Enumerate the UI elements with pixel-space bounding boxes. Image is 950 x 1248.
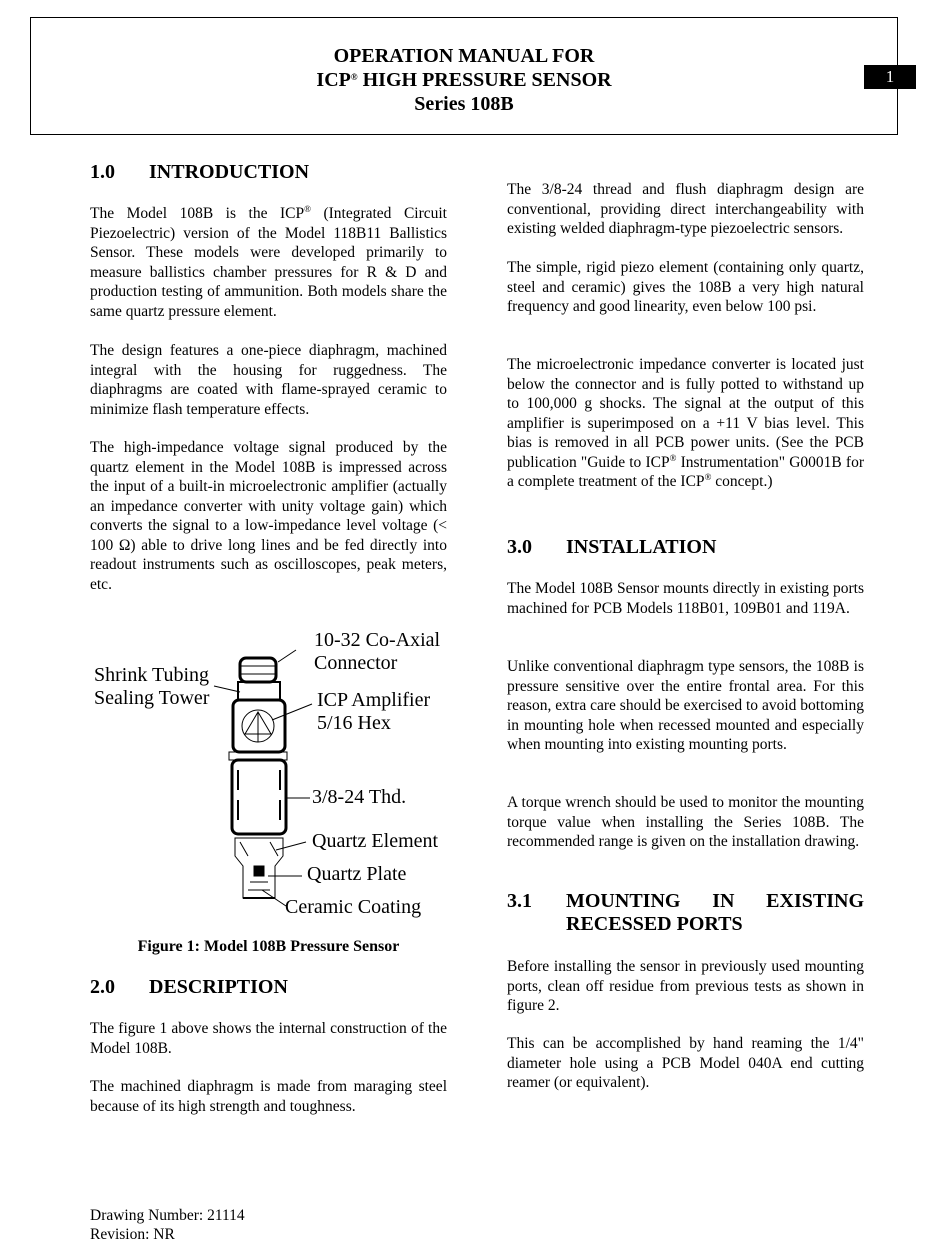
heading-description xyxy=(90,976,288,999)
section-title: MOUNTING IN EXISTING xyxy=(566,890,864,912)
drawing-number: Drawing Number: 21114 xyxy=(90,1207,245,1224)
title-line-3: Series 108B xyxy=(414,93,514,115)
heading-line-2: RECESSED PORTS xyxy=(566,913,743,935)
section-number: 2.0 xyxy=(90,976,115,998)
section-title: DESCRIPTION xyxy=(149,976,288,998)
figure-caption: Figure 1: Model 108B Pressure Sensor xyxy=(137,938,400,955)
label-quartz-plate: Quartz Plate xyxy=(307,863,407,885)
section-number: 1.0 xyxy=(90,161,115,183)
installation-paragraph-2: Unlike conventional diaphragm type sensors, the 108B is pressure sensitive over the entire frontal area. For this reason, extra care should be exercised to avoid bottoming in mounting hole when recessed mounted and especially when mounting into existing mounting ports. xyxy=(507,658,864,753)
heading-introduction xyxy=(90,161,309,184)
section-number: 3.0 xyxy=(507,536,532,558)
label-connector-1: 10-32 Co-Axial xyxy=(314,629,441,651)
revision: Revision: NR xyxy=(90,1226,175,1243)
label-connector-2: Connector xyxy=(314,652,398,674)
registered-mark: ® xyxy=(350,72,358,82)
intro-paragraph-3: The high-impedance voltage signal produced by the quartz element in the Model 108B is impressed across the input of a built-in microelectronic amplifier (actually an impedance converter with unity voltage gain) which converts the signal to a low-impedance level voltage (< 100 Ω) able to drive long lines and be fed directly into readout instruments such as oscilloscopes, peak meters, etc. xyxy=(90,439,447,593)
label-ceramic-coating: Ceramic Coating xyxy=(285,896,422,918)
title-icp: ICP xyxy=(316,69,351,91)
section-number: 3.1 xyxy=(507,890,532,912)
installation-paragraph-3: A torque wrench should be used to monitor the mounting torque value when installing the Series 108B. The recommended range is given on the installation drawing. xyxy=(507,794,864,850)
description-paragraph-1: The figure 1 above shows the internal construction of the Model 108B. xyxy=(90,1020,447,1057)
title-box xyxy=(30,17,898,135)
intro-paragraph-2: The design features a one-piece diaphragm, machined integral with the housing for ruggedness. The diaphragms are coated with flame-sprayed ceramic to minimize flash temperature effects. xyxy=(90,342,447,418)
label-quartz-element: Quartz Element xyxy=(312,830,439,852)
registered-mark: ® xyxy=(304,204,311,214)
mounting-paragraph-1: Before installing the sensor in previously used mounting ports, clean off residue from previous tests as shown in figure 2. xyxy=(507,958,864,1014)
text-run: The Model 108B is the ICP xyxy=(90,205,305,222)
section-title: INSTALLATION xyxy=(566,536,717,558)
intro-paragraph-1 xyxy=(90,204,447,321)
mounting-paragraph-2: This can be accomplished by hand reaming the 1/4" diameter hole using a PCB Model 040A end cutting reamer (or equivalent). xyxy=(507,1035,864,1091)
heading-line-1 xyxy=(507,890,864,913)
registered-mark: ® xyxy=(669,452,677,463)
right-paragraph-1: The 3/8-24 thread and flush diaphragm design are conventional, providing direct interchangeability with existing welded diaphragm-type piezoelectric sensors. xyxy=(507,181,864,237)
label-shrink-1: Shrink Tubing xyxy=(94,664,210,686)
label-amplifier-1: ICP Amplifier xyxy=(317,689,431,711)
text-run: concept.) xyxy=(711,473,773,490)
title-line-1: OPERATION MANUAL FOR xyxy=(333,45,595,67)
label-thread: 3/8-24 Thd. xyxy=(312,786,407,808)
text-run: The microelectronic impedance converter is located just below the connector and is fully potted to withstand up to 100,000 g shocks. The signal at the output of this amplifier is superimposed on a +11 V bias level. This bias is removed in all PCB power units. (See the PCB publication "Guide to ICP xyxy=(507,356,864,471)
registered-mark: ® xyxy=(704,472,712,482)
installation-paragraph-1: The Model 108B Sensor mounts directly in existing ports machined for PCB Models 118B01, 109B01 and 119A. xyxy=(507,580,864,617)
heading-installation xyxy=(507,536,716,559)
page-number: 1 xyxy=(864,65,916,89)
title-sensor: HIGH PRESSURE SENSOR xyxy=(357,69,612,91)
label-shrink-2: Sealing Tower xyxy=(94,687,210,709)
section-title: INTRODUCTION xyxy=(149,161,310,183)
right-paragraph-2: The simple, rigid piezo element (containing only quartz, steel and ceramic) gives the 108B a very high natural frequency and good linearity, even below 100 psi. xyxy=(507,259,864,315)
description-paragraph-2: The machined diaphragm is made from maraging steel because of its high strength and toughness. xyxy=(90,1078,447,1115)
text-run: (Integrated Circuit Piezoelectric) version of the Model 118B11 Ballistics Sensor. These models were developed primarily to measure ballistics chamber pressures for R & D and production testing of ammunition. Both models share the same quartz pressure element. xyxy=(90,205,447,320)
right-paragraph-3 xyxy=(507,355,864,492)
title-line-2 xyxy=(31,68,897,92)
label-amplifier-2: 5/16 Hex xyxy=(317,712,391,734)
heading-mounting xyxy=(507,890,864,936)
text-run: Instrumentation" G0001B for a complete treatment of the ICP xyxy=(507,453,864,490)
